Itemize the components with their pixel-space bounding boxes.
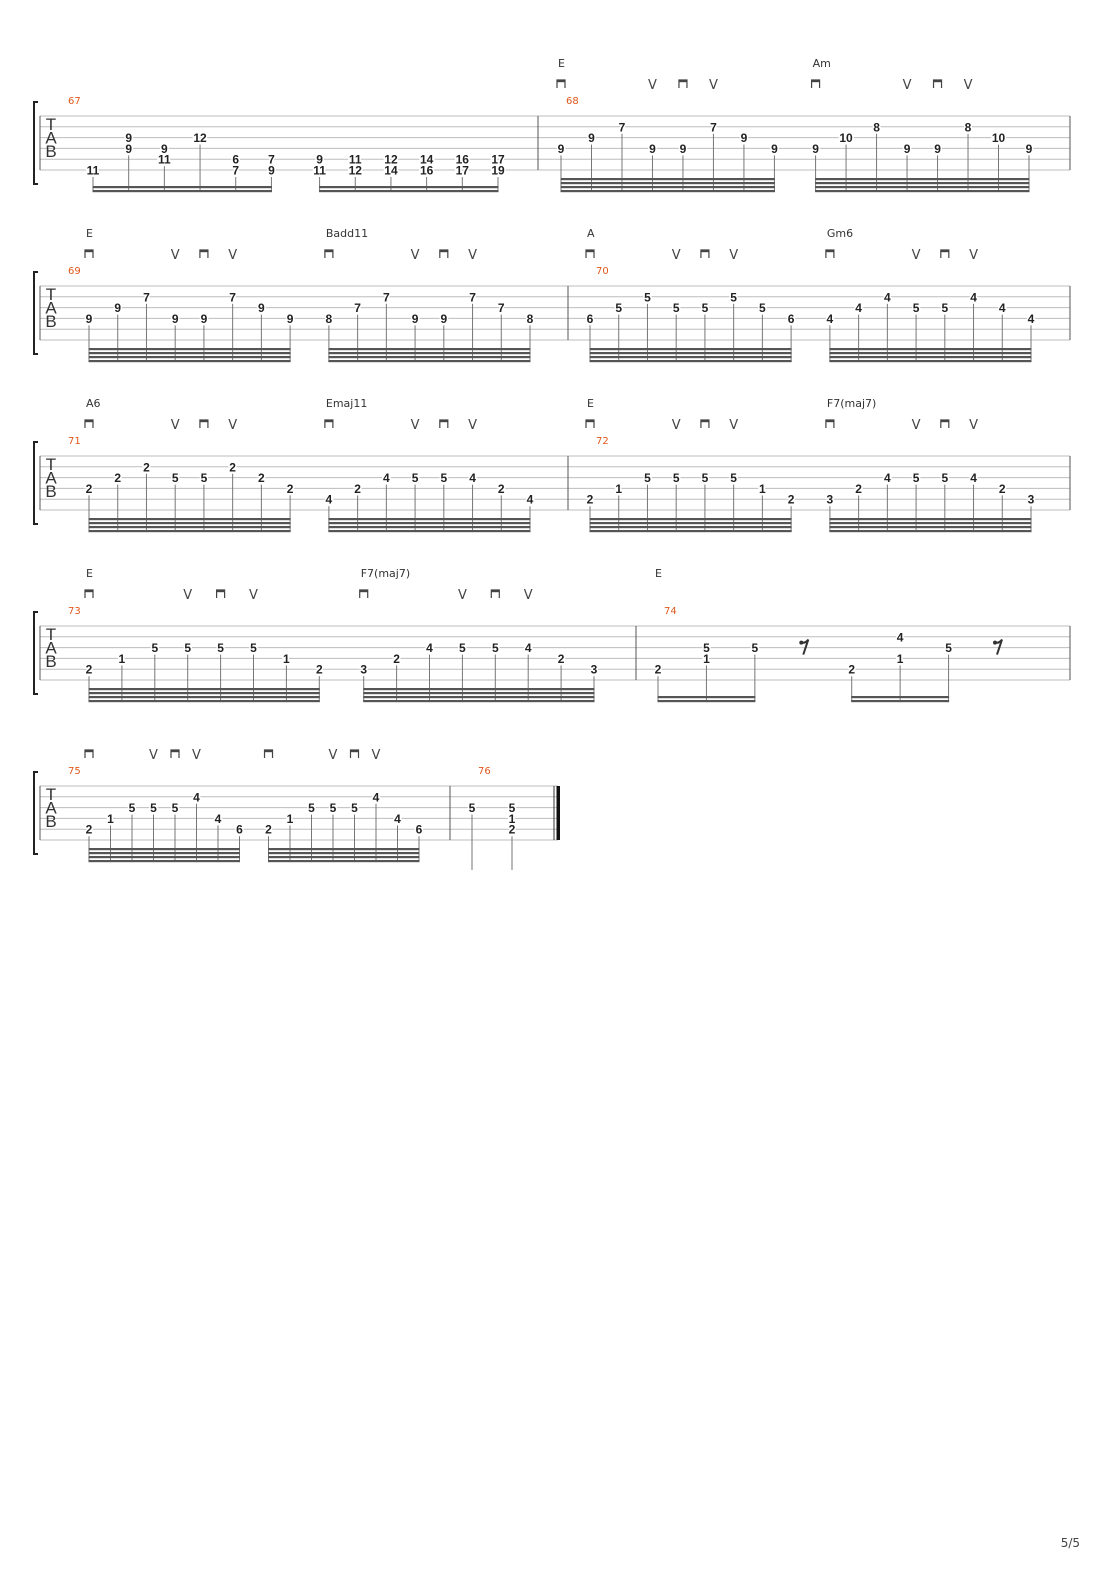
- beam: [363, 696, 594, 698]
- tab-clef-letter: T: [45, 625, 57, 644]
- tab-clef-letter: A: [45, 638, 57, 658]
- chord-symbol: E: [86, 567, 93, 580]
- fret-number: 4: [214, 811, 222, 826]
- fret-number: 9: [161, 141, 168, 156]
- chord-symbol: E: [655, 567, 662, 580]
- measure: [68, 567, 636, 702]
- measure-number: 76: [478, 766, 491, 777]
- beam: [363, 692, 594, 694]
- beam: [590, 530, 792, 532]
- fret-number: 7: [229, 290, 236, 305]
- beam: [89, 360, 291, 362]
- fret-number: 5: [751, 641, 759, 656]
- beam: [363, 688, 594, 690]
- chord-symbol: Emaj11: [325, 397, 368, 410]
- beam: [829, 360, 1031, 362]
- beam: [328, 352, 530, 354]
- fret-number: 1: [118, 651, 126, 666]
- beam: [268, 852, 419, 854]
- fret-number: 14: [419, 152, 434, 167]
- tab-clef-letter: B: [45, 482, 57, 501]
- measure-number: 72: [596, 436, 609, 447]
- beam: [561, 178, 775, 180]
- tab-system: [34, 397, 1070, 532]
- fret-number: 5: [459, 641, 466, 656]
- fret-number: 2: [393, 651, 400, 666]
- measure: [68, 748, 450, 862]
- fret-number: 5: [703, 641, 710, 656]
- fret-number: 1: [759, 481, 766, 496]
- fret-number: 12: [348, 163, 362, 178]
- fret-number: 4: [426, 641, 433, 656]
- tab-clef-letter: T: [45, 285, 57, 304]
- upstroke-icon: V: [457, 588, 467, 603]
- measure: [68, 227, 568, 362]
- beam: [89, 530, 291, 532]
- fret-number: 4: [998, 301, 1006, 316]
- fret-number: 5: [151, 641, 159, 656]
- beam: [851, 696, 949, 698]
- fret-number: 5: [508, 801, 516, 816]
- beam: [319, 186, 498, 188]
- beam: [89, 688, 320, 690]
- beam: [829, 356, 1031, 358]
- upstroke-icon: V: [468, 418, 477, 433]
- fret-number: 5: [217, 641, 224, 656]
- fret-number: 5: [701, 471, 709, 486]
- fret-number: 1: [107, 811, 114, 826]
- beam: [268, 856, 419, 858]
- fret-number: 3: [360, 662, 368, 677]
- fret-number: 3: [1027, 492, 1035, 507]
- fret-number: 4: [383, 471, 390, 486]
- fret-number: 5: [184, 641, 192, 656]
- fret-number: 5: [941, 471, 949, 486]
- fret-number: 9: [740, 131, 748, 146]
- fret-number: 5: [128, 801, 136, 816]
- upstroke-icon: V: [410, 418, 420, 433]
- fret-number: 5: [941, 301, 949, 316]
- chord-symbol: E: [558, 57, 565, 70]
- fret-number: 5: [308, 801, 315, 816]
- fret-number: 2: [258, 471, 265, 486]
- final-barline-thick: [557, 786, 561, 840]
- fret-number: 4: [884, 471, 891, 486]
- beam: [590, 360, 792, 362]
- fret-number: 9: [114, 301, 122, 316]
- fret-number: 8: [873, 120, 880, 135]
- fret-number: 9: [649, 141, 656, 156]
- fret-number: 5: [411, 471, 419, 486]
- chord-symbol: E: [587, 397, 594, 410]
- beam: [328, 526, 530, 528]
- tab-clef-letter: A: [45, 298, 57, 318]
- fret-number: 7: [232, 163, 240, 178]
- tab-clef-letter: T: [45, 455, 57, 474]
- fret-number: 5: [171, 801, 179, 816]
- beam: [89, 852, 240, 854]
- fret-number: 9: [200, 311, 208, 326]
- measure-number: 75: [68, 766, 81, 777]
- fret-number: 9: [268, 163, 275, 178]
- upstroke-icon: V: [911, 418, 921, 433]
- beam: [89, 696, 320, 698]
- beam: [829, 518, 1031, 520]
- fret-number: 6: [787, 311, 795, 326]
- upstroke-icon: V: [969, 418, 978, 433]
- fret-number: 2: [315, 662, 323, 677]
- beam: [829, 352, 1031, 354]
- fret-number: 9: [440, 311, 448, 326]
- fret-number: 2: [85, 662, 93, 677]
- fret-number: 11: [348, 152, 362, 167]
- fret-number: 2: [787, 492, 795, 507]
- system-bracket: [34, 102, 38, 184]
- measure-number: 71: [68, 436, 81, 447]
- fret-number: 4: [884, 290, 891, 305]
- fret-number: 9: [258, 301, 265, 316]
- beam: [815, 190, 1029, 192]
- upstroke-icon: V: [708, 78, 718, 93]
- fret-number: 16: [455, 152, 469, 167]
- fret-number: 2: [286, 481, 294, 496]
- fret-number: 4: [372, 790, 380, 805]
- fret-number: 5: [730, 290, 737, 305]
- fret-number: 10: [839, 131, 853, 146]
- fret-number: 5: [672, 471, 680, 486]
- fret-number: 6: [236, 822, 243, 837]
- fret-number: 5: [945, 641, 952, 656]
- fret-number: 9: [679, 141, 687, 156]
- upstroke-icon: V: [911, 248, 921, 263]
- beam: [328, 522, 530, 524]
- fret-number: 11: [313, 163, 326, 178]
- beam: [590, 348, 792, 350]
- fret-number: 11: [158, 152, 171, 167]
- fret-number: 9: [1025, 141, 1033, 156]
- upstroke-icon: V: [671, 418, 681, 433]
- upstroke-icon: V: [969, 248, 978, 263]
- system-bracket: [34, 272, 38, 354]
- measure-number: 69: [68, 266, 81, 277]
- upstroke-icon: V: [729, 248, 739, 263]
- beam: [658, 700, 756, 702]
- fret-number: 7: [469, 290, 476, 305]
- upstroke-icon: V: [371, 748, 381, 763]
- fret-number: 11: [86, 163, 100, 178]
- fret-number: 5: [672, 301, 680, 316]
- fret-number: 1: [896, 651, 904, 666]
- chord-symbol: F7(maj7): [826, 397, 877, 410]
- fret-number: 5: [759, 301, 766, 316]
- beam: [590, 518, 792, 520]
- tab-clef-letter: A: [45, 798, 57, 818]
- rest-dot: [799, 641, 803, 645]
- fret-number: 9: [771, 141, 778, 156]
- upstroke-icon: V: [249, 588, 258, 603]
- beam: [829, 530, 1031, 532]
- fret-number: 2: [265, 822, 272, 837]
- fret-number: 6: [586, 311, 594, 326]
- upstroke-icon: V: [648, 78, 657, 93]
- measure: [586, 397, 1070, 532]
- measure-number: 70: [596, 266, 609, 277]
- beam: [590, 352, 792, 354]
- fret-number: 9: [903, 141, 911, 156]
- fret-number: 1: [286, 811, 294, 826]
- beam: [89, 848, 240, 850]
- fret-number: 5: [351, 801, 358, 816]
- beam: [93, 190, 272, 192]
- measure: [586, 227, 1070, 362]
- tab-clef-letter: T: [45, 115, 57, 134]
- upstroke-icon: V: [902, 78, 912, 93]
- beam: [89, 356, 291, 358]
- beam: [658, 696, 756, 698]
- beam: [328, 348, 530, 350]
- fret-number: 9: [934, 141, 941, 156]
- fret-number: 2: [998, 481, 1006, 496]
- fret-number: 9: [171, 311, 179, 326]
- fret-number: 17: [491, 152, 505, 167]
- rest-dot: [993, 641, 997, 645]
- chord-symbol: E: [86, 227, 93, 240]
- fret-number: 1: [508, 811, 516, 826]
- fret-number: 2: [85, 822, 93, 837]
- tab-system: [34, 227, 1070, 362]
- fret-number: 6: [415, 822, 423, 837]
- fret-number: 8: [526, 311, 534, 326]
- fret-number: 9: [316, 152, 323, 167]
- fret-number: 5: [250, 641, 257, 656]
- fret-number: 2: [586, 492, 594, 507]
- fret-number: 7: [383, 290, 390, 305]
- fret-number: 2: [497, 481, 505, 496]
- fret-number: 9: [125, 141, 133, 156]
- fret-number: 4: [325, 492, 333, 507]
- fret-number: 4: [394, 811, 401, 826]
- fret-number: 2: [354, 481, 361, 496]
- beam: [89, 526, 291, 528]
- fret-number: 2: [855, 481, 862, 496]
- fret-number: 9: [85, 311, 93, 326]
- fret-number: 4: [469, 471, 476, 486]
- upstroke-icon: V: [183, 588, 193, 603]
- fret-number: 3: [826, 492, 834, 507]
- beam: [89, 856, 240, 858]
- tab-clef-letter: B: [45, 812, 57, 831]
- fret-number: 4: [970, 471, 977, 486]
- beam: [89, 692, 320, 694]
- beam: [89, 860, 240, 862]
- fret-number: 12: [193, 131, 207, 146]
- tab-system: [34, 748, 560, 870]
- fret-number: 2: [229, 460, 236, 475]
- upstroke-icon: V: [410, 248, 420, 263]
- beam: [328, 356, 530, 358]
- beam: [829, 348, 1031, 350]
- beam: [829, 522, 1031, 524]
- beam: [815, 182, 1029, 184]
- fret-number: 2: [114, 471, 122, 486]
- fret-number: 1: [703, 651, 710, 666]
- fret-number: 10: [991, 131, 1006, 146]
- upstroke-icon: V: [328, 748, 338, 763]
- chord-symbol: A6: [86, 397, 101, 410]
- fret-number: 7: [143, 290, 150, 305]
- tab-clef-letter: B: [45, 652, 57, 671]
- fret-number: 6: [232, 152, 240, 167]
- measure: [68, 96, 538, 192]
- tab-clef-letter: T: [45, 785, 57, 804]
- page-number: 5/5: [1060, 1536, 1080, 1550]
- fret-number: 5: [701, 301, 709, 316]
- fret-number: 8: [325, 311, 333, 326]
- fret-number: 5: [200, 471, 208, 486]
- upstroke-icon: V: [963, 78, 973, 93]
- fret-number: 3: [590, 662, 598, 677]
- fret-number: 8: [964, 120, 972, 135]
- fret-number: 16: [419, 163, 434, 178]
- beam: [328, 518, 530, 520]
- fret-number: 9: [411, 311, 419, 326]
- fret-number: 14: [384, 163, 398, 178]
- tab-clef-letter: B: [45, 142, 57, 161]
- fret-number: 5: [912, 471, 920, 486]
- beam: [815, 186, 1029, 188]
- beam: [89, 348, 291, 350]
- fret-number: 7: [268, 152, 275, 167]
- fret-number: 2: [85, 481, 93, 496]
- tab-clef-letter: A: [45, 468, 57, 488]
- fret-number: 5: [171, 471, 179, 486]
- fret-number: 2: [557, 651, 565, 666]
- upstroke-icon: V: [170, 418, 180, 433]
- fret-number: 1: [283, 651, 290, 666]
- tab-clef-letter: B: [45, 312, 57, 331]
- chord-symbol: Badd11: [325, 227, 369, 240]
- measure: [557, 57, 1070, 192]
- upstroke-icon: V: [468, 248, 477, 263]
- fret-number: 5: [150, 801, 157, 816]
- beam: [561, 182, 775, 184]
- beam: [328, 360, 530, 362]
- beam: [590, 356, 792, 358]
- upstroke-icon: V: [523, 588, 533, 603]
- fret-number: 5: [644, 471, 651, 486]
- upstroke-icon: V: [729, 418, 739, 433]
- upstroke-icon: V: [671, 248, 681, 263]
- measure-number: 73: [68, 606, 81, 617]
- chord-symbol: Gm6: [826, 227, 854, 240]
- beam: [328, 530, 530, 532]
- fret-number: 5: [615, 301, 623, 316]
- chord-symbol: A: [587, 227, 595, 240]
- fret-number: 2: [848, 662, 856, 677]
- measure-number: 67: [68, 96, 81, 107]
- fret-number: 5: [644, 290, 651, 305]
- fret-number: 9: [588, 131, 595, 146]
- measure-number: 68: [566, 96, 579, 107]
- fret-number: 2: [508, 822, 516, 837]
- fret-number: 4: [855, 301, 862, 316]
- measure-number: 74: [664, 606, 677, 617]
- chord-symbol: Am: [812, 57, 831, 70]
- upstroke-icon: V: [228, 248, 238, 263]
- system-bracket: [34, 612, 38, 694]
- upstroke-icon: V: [170, 248, 180, 263]
- upstroke-icon: V: [192, 748, 201, 763]
- beam: [89, 352, 291, 354]
- fret-number: 5: [912, 301, 920, 316]
- upstroke-icon: V: [149, 748, 158, 763]
- fret-number: 17: [455, 163, 469, 178]
- fret-number: 12: [384, 152, 398, 167]
- fret-number: 9: [286, 311, 294, 326]
- fret-number: 5: [468, 801, 476, 816]
- beam: [89, 518, 291, 520]
- tab-clef-letter: A: [45, 128, 57, 148]
- beam: [851, 700, 949, 702]
- chord-symbol: F7(maj7): [360, 567, 411, 580]
- measure: [655, 567, 1070, 702]
- beam: [561, 190, 775, 192]
- fret-number: 2: [143, 460, 150, 475]
- fret-number: 7: [710, 120, 717, 135]
- fret-number: 5: [440, 471, 448, 486]
- beam: [93, 186, 272, 188]
- upstroke-icon: V: [228, 418, 238, 433]
- beam: [319, 190, 498, 192]
- fret-number: 9: [557, 141, 565, 156]
- beam: [829, 526, 1031, 528]
- beam: [268, 848, 419, 850]
- fret-number: 4: [1027, 311, 1035, 326]
- beam: [363, 700, 594, 702]
- measure: [68, 397, 568, 532]
- fret-number: 2: [654, 662, 662, 677]
- fret-number: 7: [497, 301, 505, 316]
- fret-number: 4: [526, 492, 534, 507]
- fret-number: 4: [524, 641, 532, 656]
- fret-number: 4: [896, 630, 904, 645]
- fret-number: 4: [970, 290, 977, 305]
- system-bracket: [34, 442, 38, 524]
- fret-number: 9: [812, 141, 819, 156]
- beam: [89, 700, 320, 702]
- beam: [561, 186, 775, 188]
- tab-system: [34, 57, 1070, 192]
- fret-number: 1: [615, 481, 623, 496]
- beam: [590, 526, 792, 528]
- fret-number: 19: [491, 163, 505, 178]
- fret-number: 5: [329, 801, 337, 816]
- fret-number: 9: [125, 131, 133, 146]
- fret-number: 7: [618, 120, 626, 135]
- beam: [268, 860, 419, 862]
- beam: [815, 178, 1029, 180]
- beam: [590, 522, 792, 524]
- tab-system: [34, 567, 1070, 702]
- fret-number: 5: [491, 641, 499, 656]
- fret-number: 4: [826, 311, 834, 326]
- system-bracket: [34, 772, 38, 854]
- fret-number: 4: [193, 790, 200, 805]
- fret-number: 5: [730, 471, 737, 486]
- beam: [89, 522, 291, 524]
- fret-number: 7: [354, 301, 361, 316]
